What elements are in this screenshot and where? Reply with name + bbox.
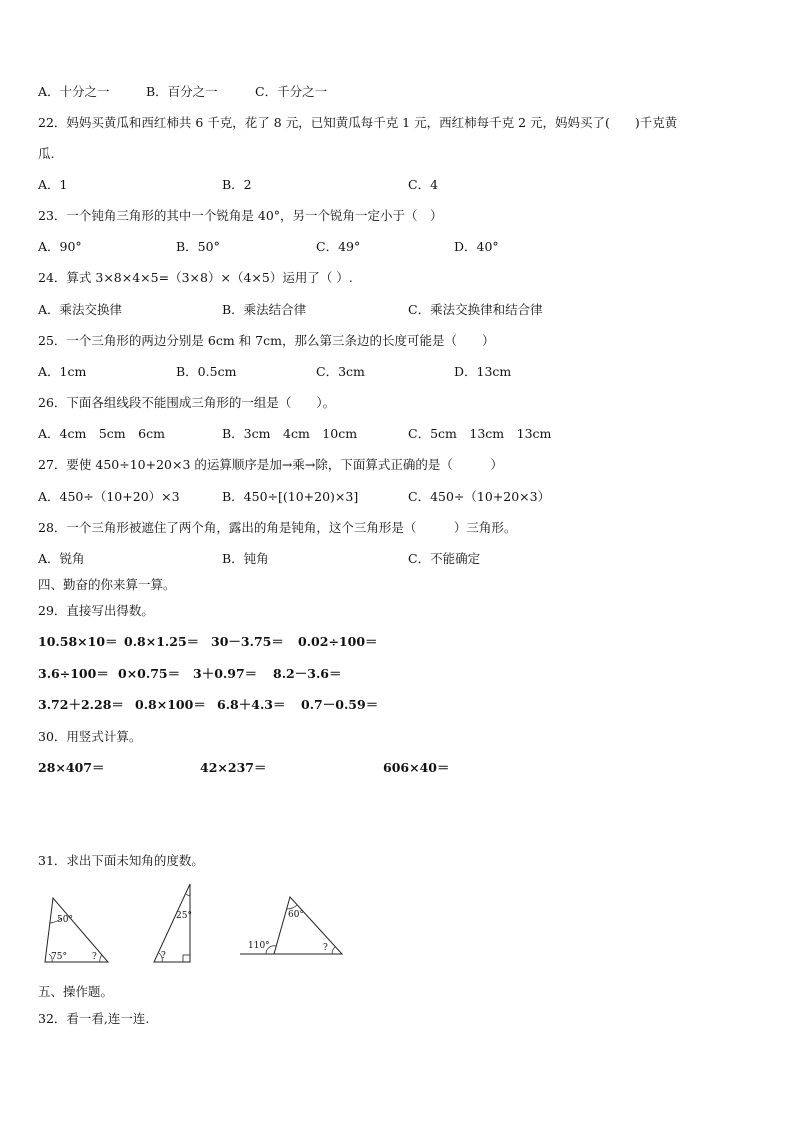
q25-option-c: C．3cm xyxy=(316,364,365,379)
q24-option-b: B．乘法结合律 xyxy=(222,302,307,317)
q30-item-1: 28×407＝ xyxy=(38,760,105,775)
q27-option-a: A．450÷（10+20）×3 xyxy=(38,489,180,504)
section-5-heading: 五、操作题。 xyxy=(38,984,114,999)
q27-option-b: B．450÷[(10+20)×3] xyxy=(222,489,359,504)
q29-r1-c4: 0.02÷100＝ xyxy=(298,634,378,649)
fig1-unknown-angle: ? xyxy=(92,952,97,962)
q26-option-a: A．4cm 5cm 6cm xyxy=(38,426,165,441)
q29-r1-c2: 0.8×1.25＝ xyxy=(124,634,200,649)
q32-stem: 32．看一看,连一连. xyxy=(38,1011,150,1026)
q29-r1-c1: 10.58×10＝ xyxy=(38,634,118,649)
q21-option-b: B．百分之一 xyxy=(146,84,218,99)
fig1-top-angle: 50° xyxy=(57,915,73,925)
triangle-figure-1 xyxy=(36,878,116,968)
fig3-top-angle: 60° xyxy=(288,910,304,920)
q30-item-3: 606×40＝ xyxy=(383,760,450,775)
q29-r2-c3: 3＋0.97＝ xyxy=(193,666,258,681)
q25-option-b: B．0.5cm xyxy=(176,364,237,379)
q25-option-d: D．13cm xyxy=(454,364,512,379)
q21-option-c: C．千分之一 xyxy=(255,84,328,99)
q29-r2-c2: 0×0.75＝ xyxy=(118,666,181,681)
section-4-heading: 四、勤奋的你来算一算。 xyxy=(38,577,176,592)
q24-stem: 24．算式 3×8×4×5=（3×8）×（4×5）运用了（ ）. xyxy=(38,270,353,285)
q26-option-b: B．3cm 4cm 10cm xyxy=(222,426,358,441)
q29-r2-c1: 3.6÷100＝ xyxy=(38,666,109,681)
q29-r3-c3: 6.8＋4.3＝ xyxy=(217,697,286,712)
fig1-bottom-left-angle: 75° xyxy=(51,952,67,962)
fig2-top-angle: 25° xyxy=(176,911,192,921)
q23-option-b: B．50° xyxy=(176,239,220,254)
q29-r3-c4: 0.7－0.59＝ xyxy=(301,697,379,712)
triangle-figure-2 xyxy=(150,880,200,970)
q25-stem: 25．一个三角形的两边分别是 6cm 和 7cm，那么第三条边的长度可能是（ ） xyxy=(38,333,495,348)
q27-stem: 27．要使 450÷10+20×3 的运算顺序是加→乘→除，下面算式正确的是（ ） xyxy=(38,457,503,472)
q23-option-d: D．40° xyxy=(454,239,499,254)
q24-option-c: C．乘法交换律和结合律 xyxy=(408,302,543,317)
q21-option-a: A．十分之一 xyxy=(38,84,110,99)
q28-option-a: A．锐角 xyxy=(38,551,85,566)
q30-item-2: 42×237＝ xyxy=(200,760,267,775)
q29-r2-c4: 8.2－3.6＝ xyxy=(273,666,342,681)
q30-stem: 30．用竖式计算。 xyxy=(38,729,142,744)
q29-r3-c1: 3.72＋2.28＝ xyxy=(38,697,124,712)
fig3-exterior-angle: 110° xyxy=(248,941,270,951)
q22-stem-cont: 瓜. xyxy=(38,146,55,161)
q22-option-b: B．2 xyxy=(222,177,252,192)
q22-stem: 22．妈妈买黄瓜和西红柿共 6 千克，花了 8 元，已知黄瓜每千克 1 元，西红柿每千克 2 元，妈妈买了( )千克黄 xyxy=(38,115,678,130)
q23-stem: 23．一个钝角三角形的其中一个锐角是 40°，另一个锐角一定小于（ ） xyxy=(38,208,443,223)
q29-stem: 29．直接写出得数。 xyxy=(38,603,154,618)
q27-option-c: C．450÷（10+20×3） xyxy=(408,489,551,504)
q23-option-a: A．90° xyxy=(38,239,82,254)
q23-option-c: C．49° xyxy=(316,239,361,254)
q28-option-b: B．钝角 xyxy=(222,551,269,566)
q22-option-c: C．4 xyxy=(408,177,439,192)
q22-option-a: A．1 xyxy=(38,177,68,192)
q25-option-a: A．1cm xyxy=(38,364,87,379)
q24-option-a: A．乘法交换律 xyxy=(38,302,123,317)
q28-stem: 28．一个三角形被遮住了两个角，露出的角是钝角，这个三角形是（ ）三角形。 xyxy=(38,520,517,535)
q29-r3-c2: 0.8×100＝ xyxy=(135,697,206,712)
fig3-unknown-angle: ? xyxy=(323,943,328,953)
q31-stem: 31．求出下面未知角的度数。 xyxy=(38,853,204,868)
q26-stem: 26．下面各组线段不能围成三角形的一组是（ ）。 xyxy=(38,395,336,410)
triangle-figure-3 xyxy=(238,893,348,963)
fig2-unknown-angle: ? xyxy=(161,951,166,961)
q28-option-c: C．不能确定 xyxy=(408,551,481,566)
q29-r1-c3: 30－3.75＝ xyxy=(211,634,284,649)
q26-option-c: C．5cm 13cm 13cm xyxy=(408,426,552,441)
